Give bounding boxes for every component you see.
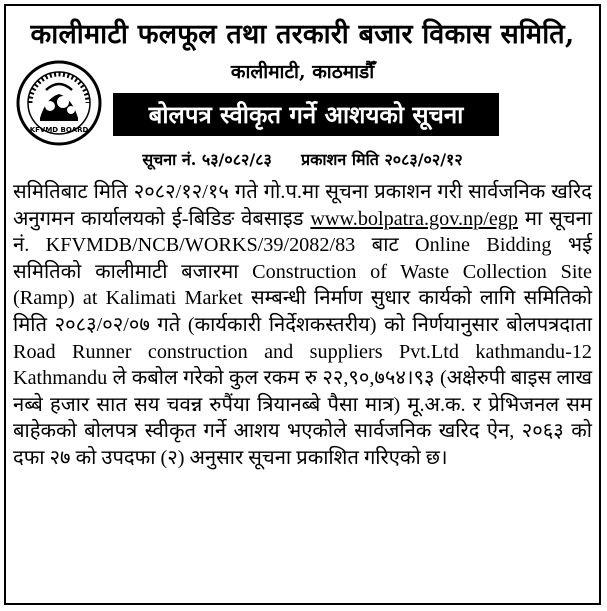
- notice-no-label: सूचना नं.: [142, 150, 197, 169]
- logo-text: KFVMD BOARD: [29, 126, 89, 134]
- publish-date-label: प्रकाशन मिति: [301, 150, 379, 169]
- body-text-part-2: मा सूचना नं. KFVMDB/NCB/WORKS/39/2082/83 बाट Online Bidding भई समितिको कालीमाटी बजारमा Construction of Waste Collection Site (Ramp) at Kalimati Market सम्बन्धी निर्माण सुधार कार्यको लागि समितिको मिति २०८३/०२/०७ गते (कार्यकारी निर्देशकस्तरीय) को निर्णयानुसार बोलपत्रदाता Road Runner construction and suppliers Pvt.Ltd kathmandu-12 Kathmandu ले कबोल गरेको कुल रकम रु २२,९०,७५४।९३ (अक्षेरुपी बाइस लाख नब्बे हजार सात सय चवन्न रुपैंया त्रियानब्बे पैसा मात्र) मू.अ.क. र प्रेभिजनल सम बाहेकको बोलपत्र स्वीकृत गर्ने आशय भएकोले सार्वजनिक खरिद ऐन, २०६३ को दफा २७ को उपदफा (२) अनुसार सूचना प्रकाशित गरिएको छ।: [13, 207, 592, 469]
- org-name: कालीमाटी फलफूल तथा तरकारी बजार विकास समिति,: [30, 19, 575, 50]
- publish-date-value: २०८३/०२/१२: [384, 150, 463, 169]
- bolpatra-link[interactable]: www.bolpatra.gov.np/egp: [310, 207, 518, 230]
- notice-paragraph: [13, 179, 592, 472]
- org-location: कालीमाटी, काठमाडौँ: [230, 61, 375, 83]
- notice-no-value: ५३/०८२/८३: [201, 150, 272, 169]
- notice-header: [6, 6, 599, 169]
- board-logo-icon: [16, 60, 102, 146]
- notice-frame: [4, 4, 601, 605]
- body-text-part-1: समितिबाट मिति २०८२/१२/१५ गते गो.प.मा सूचना प्रकाशन गरी सार्वजनिक खरिद अनुगमन कार्यालयको ई-बिडिङ वेबसाइड: [13, 181, 592, 230]
- notice-body: [13, 179, 592, 472]
- notice-reference-line: [6, 148, 599, 170]
- notice-title: बोलपत्र स्वीकृत गर्ने आशयको सूचना: [113, 93, 499, 136]
